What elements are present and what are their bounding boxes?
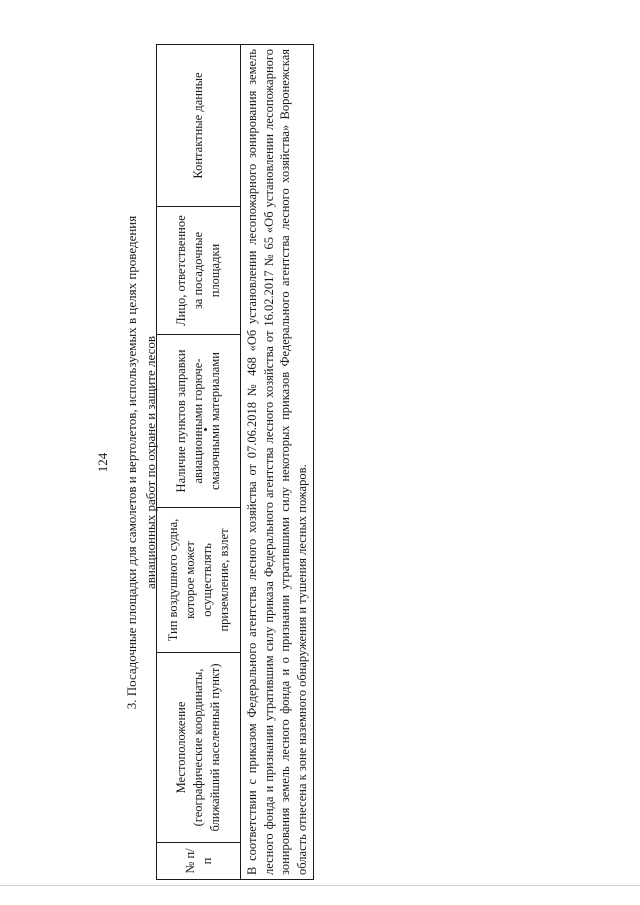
header-fuel-points: Наличие пунктов заправки авиационными горюче-смазочными материалами	[157, 335, 241, 508]
table-note: В соответствии с приказом Федерального агентства лесного хозяйства от 07.06.2018 № 468 «Об установлении лесопожарного зонирования земель лесного фонда и признании утратившим силу приказа Федерального агентства лесного хозяйства от 16.02.2017 № 65 «Об установлении лесопожарного зонирования земель лесного фонда и о признании утратившими силу некоторых приказов Федерального агентства лесного хозяйства» Воронежская область отнесена к зоне наземного обнаружения и тушения лесных пожаров.	[241, 45, 314, 880]
section-title-line-2: авиационных работ по охране и защите лесов	[143, 336, 158, 589]
page-number: 124	[95, 452, 110, 473]
table-row	[241, 45, 314, 880]
section-title	[122, 45, 160, 880]
rotated-page	[65, 45, 323, 880]
header-aircraft-type: Тип воздушного судна, которое может осуществлять приземление, взлет	[157, 508, 241, 653]
section-title-line-1: 3. Посадочные площадки для самолетов и вертолетов, используемых в целях проведения	[124, 215, 139, 710]
table-header-row	[157, 45, 241, 880]
header-location: Местоположение (географические координаты, ближайший населенный пункт)	[157, 653, 241, 843]
header-contacts: Контактные данные	[157, 45, 241, 207]
header-responsible-person: Лицо, ответственное за посадочные площадки	[157, 207, 241, 335]
landscape-content	[65, 45, 323, 880]
landing-sites-table	[156, 44, 314, 880]
header-number: № п/п	[157, 843, 241, 880]
scan-edge-line	[0, 885, 640, 886]
